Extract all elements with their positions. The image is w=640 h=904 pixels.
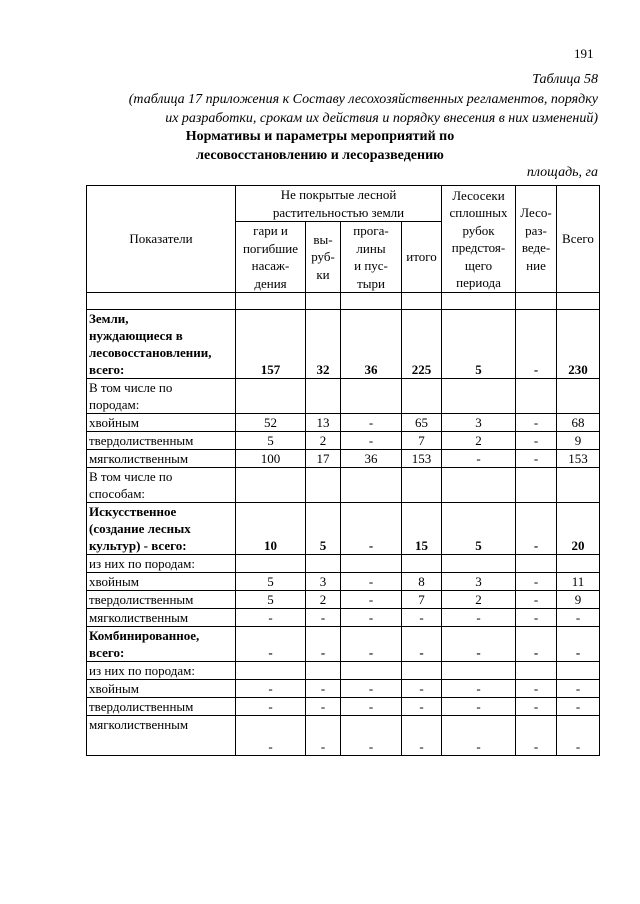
table-row: [87, 591, 600, 609]
value-cell: 68: [557, 414, 600, 432]
row-label: [87, 310, 236, 379]
value-cell: -: [341, 680, 402, 698]
value-cell: 2: [306, 591, 341, 609]
table-row: [87, 662, 600, 680]
empty-cell: [341, 293, 402, 310]
table-row: [87, 432, 600, 450]
value-cell: [442, 662, 516, 680]
value-cell: -: [306, 627, 341, 662]
row-label: [87, 716, 236, 756]
table-row: [87, 698, 600, 716]
header-indicators: Показатели: [87, 186, 236, 293]
table-row: [87, 555, 600, 573]
row-label-line: твердолиственным: [89, 592, 194, 607]
row-label-line: (создание лесных: [89, 521, 191, 536]
value-cell: 5: [306, 503, 341, 555]
value-cell: 20: [557, 503, 600, 555]
value-cell: [236, 379, 306, 414]
value-cell: 153: [402, 450, 442, 468]
value-cell: [402, 662, 442, 680]
value-cell: [442, 468, 516, 503]
table-title: Нормативы и параметры мероприятий по: [185, 129, 455, 144]
page-number: 191: [574, 46, 594, 61]
value-cell: 7: [402, 432, 442, 450]
value-cell: 36: [341, 310, 402, 379]
row-label-line: из них по породам:: [89, 556, 196, 571]
value-cell: [402, 379, 442, 414]
row-label-line: лесовосстановлении,: [89, 345, 212, 360]
value-cell: -: [442, 627, 516, 662]
header-cutovers: вы- руб- ки: [306, 222, 341, 293]
value-cell: 5: [236, 432, 306, 450]
table-row: [87, 716, 600, 756]
header-unforested-lands: [236, 186, 442, 222]
value-cell: -: [306, 680, 341, 698]
header-unforested-lands-line: растительностью земли: [272, 204, 405, 220]
value-cell: [442, 379, 516, 414]
row-label-line: хвойным: [89, 415, 139, 430]
row-label-line: Земли,: [89, 311, 129, 326]
table-row: [87, 627, 600, 662]
table-row: [87, 609, 600, 627]
row-label-line: Искусственное: [89, 504, 177, 519]
value-cell: -: [341, 627, 402, 662]
value-cell: 153: [557, 450, 600, 468]
row-label: [87, 379, 236, 414]
table-caption-reference-cont: их разработки, срокам их действия и порядку внесения в них изменений): [165, 111, 598, 126]
value-cell: 3: [306, 573, 341, 591]
value-cell: [557, 662, 600, 680]
value-cell: -: [402, 609, 442, 627]
value-cell: -: [236, 716, 306, 756]
value-cell: -: [341, 716, 402, 756]
value-cell: 3: [442, 573, 516, 591]
value-cell: -: [516, 450, 557, 468]
value-cell: -: [557, 698, 600, 716]
value-cell: 100: [236, 450, 306, 468]
value-cell: 157: [236, 310, 306, 379]
value-cell: [402, 468, 442, 503]
value-cell: 3: [442, 414, 516, 432]
value-cell: [516, 662, 557, 680]
row-label: [87, 609, 236, 627]
row-label-line: породам:: [89, 397, 140, 412]
row-label-line: В том числе по: [89, 380, 173, 395]
value-cell: -: [516, 503, 557, 555]
row-label-line: хвойным: [89, 681, 139, 696]
empty-cell: [87, 293, 236, 310]
empty-cell: [557, 293, 600, 310]
value-cell: -: [442, 716, 516, 756]
row-label-line: мягколиственным: [89, 717, 189, 732]
header-unforested-lands-line: Не покрытые лесной: [280, 187, 397, 202]
value-cell: 15: [402, 503, 442, 555]
value-cell: -: [236, 698, 306, 716]
table-row: [87, 573, 600, 591]
row-label: [87, 555, 236, 573]
value-cell: [557, 555, 600, 573]
empty-cell: [516, 293, 557, 310]
value-cell: -: [402, 698, 442, 716]
value-cell: -: [236, 609, 306, 627]
value-cell: -: [341, 432, 402, 450]
value-cell: [306, 379, 341, 414]
spacer-row: [87, 293, 600, 310]
value-cell: 17: [306, 450, 341, 468]
value-cell: -: [557, 627, 600, 662]
value-cell: [306, 662, 341, 680]
value-cell: -: [341, 609, 402, 627]
value-cell: 36: [341, 450, 402, 468]
table-row: [87, 310, 600, 379]
value-cell: -: [516, 573, 557, 591]
row-label-line: всего:: [89, 645, 125, 660]
value-cell: 2: [442, 432, 516, 450]
value-cell: -: [402, 716, 442, 756]
value-cell: -: [442, 450, 516, 468]
table-row: [87, 379, 600, 414]
empty-cell: [236, 293, 306, 310]
value-cell: 32: [306, 310, 341, 379]
value-cell: -: [516, 414, 557, 432]
value-cell: [516, 468, 557, 503]
header-total: Всего: [557, 186, 600, 293]
value-cell: -: [341, 591, 402, 609]
value-cell: 9: [557, 591, 600, 609]
value-cell: 10: [236, 503, 306, 555]
value-cell: 65: [402, 414, 442, 432]
value-cell: -: [306, 609, 341, 627]
row-label-line: всего:: [89, 362, 125, 377]
value-cell: -: [341, 698, 402, 716]
empty-cell: [442, 293, 516, 310]
value-cell: [341, 468, 402, 503]
value-cell: -: [557, 680, 600, 698]
row-label: [87, 468, 236, 503]
row-label: [87, 627, 236, 662]
value-cell: [306, 555, 341, 573]
measures-table: [86, 185, 600, 756]
value-cell: -: [341, 414, 402, 432]
row-label: [87, 573, 236, 591]
value-cell: [341, 555, 402, 573]
unit-label: площадь, га: [526, 165, 598, 180]
value-cell: [442, 555, 516, 573]
value-cell: 5: [442, 310, 516, 379]
row-label: [87, 503, 236, 555]
value-cell: -: [236, 627, 306, 662]
value-cell: -: [442, 609, 516, 627]
row-label: [87, 698, 236, 716]
table-caption-reference: (таблица 17 приложения к Составу лесохозяйственных регламентов, порядку: [128, 92, 598, 107]
row-label-line: мягколиственным: [89, 451, 189, 466]
value-cell: -: [442, 698, 516, 716]
table-caption-number: Таблица 58: [532, 72, 598, 87]
empty-cell: [306, 293, 341, 310]
value-cell: [236, 468, 306, 503]
row-label: [87, 680, 236, 698]
row-label-line: хвойным: [89, 574, 139, 589]
row-label: [87, 450, 236, 468]
table-row: [87, 468, 600, 503]
value-cell: [557, 379, 600, 414]
value-cell: [557, 468, 600, 503]
table-row: [87, 450, 600, 468]
value-cell: [402, 555, 442, 573]
value-cell: -: [516, 609, 557, 627]
value-cell: 5: [236, 591, 306, 609]
table-row: [87, 680, 600, 698]
row-label-line: культур) - всего:: [89, 538, 187, 553]
row-label: [87, 414, 236, 432]
row-label-line: твердолиственным: [89, 699, 194, 714]
value-cell: [236, 555, 306, 573]
value-cell: -: [402, 627, 442, 662]
value-cell: -: [516, 432, 557, 450]
table-row: [87, 414, 600, 432]
table-row: [87, 503, 600, 555]
value-cell: 11: [557, 573, 600, 591]
value-cell: -: [442, 680, 516, 698]
row-label-line: способам:: [89, 486, 146, 501]
row-label-line: В том числе по: [89, 469, 173, 484]
row-label: [87, 432, 236, 450]
value-cell: 13: [306, 414, 341, 432]
value-cell: -: [557, 609, 600, 627]
value-cell: 7: [402, 591, 442, 609]
value-cell: [516, 555, 557, 573]
empty-cell: [402, 293, 442, 310]
value-cell: -: [516, 627, 557, 662]
value-cell: -: [516, 591, 557, 609]
table-title-cont: лесовосстановлению и лесоразведению: [196, 148, 444, 163]
value-cell: -: [516, 716, 557, 756]
value-cell: -: [341, 503, 402, 555]
value-cell: [516, 379, 557, 414]
row-label-line: твердолиственным: [89, 433, 194, 448]
row-label: [87, 662, 236, 680]
value-cell: [341, 379, 402, 414]
value-cell: -: [516, 680, 557, 698]
value-cell: 8: [402, 573, 442, 591]
value-cell: -: [516, 698, 557, 716]
value-cell: [341, 662, 402, 680]
value-cell: -: [236, 680, 306, 698]
value-cell: 230: [557, 310, 600, 379]
value-cell: -: [516, 310, 557, 379]
row-label-line: мягколиственным: [89, 610, 189, 625]
value-cell: -: [306, 716, 341, 756]
value-cell: 2: [442, 591, 516, 609]
header-clearcut-areas: Лесосеки сплошных рубок предстоя- щего периода: [442, 186, 516, 293]
value-cell: 5: [442, 503, 516, 555]
header-burnt-dead-stands: гари и погибшие насаж- дения: [236, 222, 306, 293]
value-cell: 2: [306, 432, 341, 450]
value-cell: 5: [236, 573, 306, 591]
value-cell: [306, 468, 341, 503]
header-glades-wastelands: прога- лины и пус- тыри: [341, 222, 402, 293]
header-afforestation: Лесо- раз- веде- ние: [516, 186, 557, 293]
value-cell: 52: [236, 414, 306, 432]
value-cell: 225: [402, 310, 442, 379]
value-cell: [236, 662, 306, 680]
row-label-line: из них по породам:: [89, 663, 196, 678]
header-subtotal: итого: [402, 222, 442, 293]
value-cell: -: [306, 698, 341, 716]
row-label: [87, 591, 236, 609]
row-label-line: Комбинированное,: [89, 628, 200, 643]
value-cell: -: [402, 680, 442, 698]
value-cell: -: [341, 573, 402, 591]
row-label-line: нуждающиеся в: [89, 328, 183, 343]
value-cell: -: [557, 716, 600, 756]
value-cell: 9: [557, 432, 600, 450]
